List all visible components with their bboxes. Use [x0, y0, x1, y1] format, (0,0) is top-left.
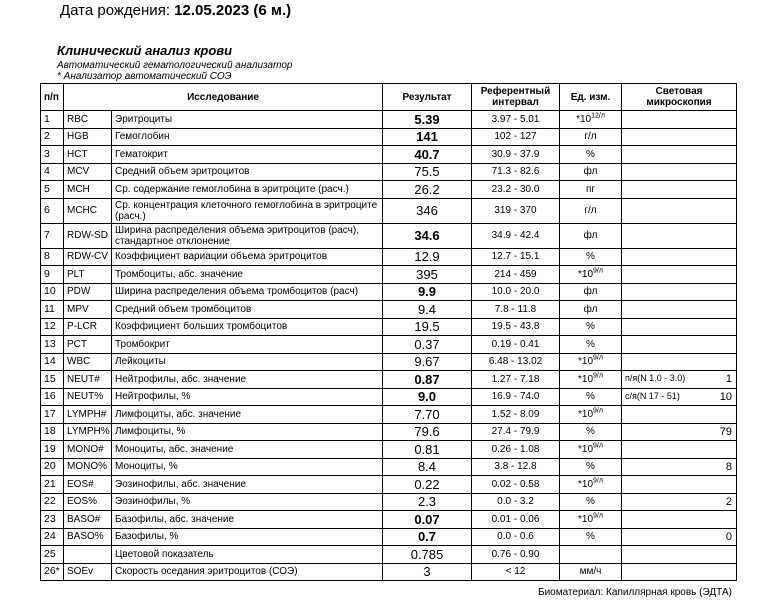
test-name: Цветовой показатель — [112, 546, 383, 564]
table-row — [41, 318, 737, 336]
result-value: 12.9 — [383, 248, 472, 266]
row-number: 3 — [41, 146, 64, 164]
unit — [560, 283, 622, 301]
unit — [560, 546, 622, 564]
test-code: PDW — [64, 283, 112, 301]
table-row — [41, 181, 737, 199]
row-number: 9 — [41, 266, 64, 284]
test-code: MCV — [64, 163, 112, 181]
col-unit-header: Ед. изм. — [560, 84, 622, 111]
unit-base: % — [586, 338, 595, 350]
unit — [560, 528, 622, 546]
row-number: 15 — [41, 371, 64, 389]
test-code: PCT — [64, 336, 112, 354]
row-number: 10 — [41, 283, 64, 301]
unit-exponent: 9/л — [593, 372, 603, 380]
col-micro-header: Световая микроскопия — [622, 84, 737, 111]
unit — [560, 163, 622, 181]
result-value: 5.39 — [383, 111, 472, 129]
table-row — [41, 388, 737, 406]
unit — [560, 146, 622, 164]
birth-date-value: 12.05.2023 (6 м.) — [174, 2, 292, 19]
test-code: P-LCR — [64, 318, 112, 336]
result-value: 0.22 — [383, 476, 472, 494]
test-name: Тромбоциты, абс. значение — [112, 266, 383, 284]
table-row — [41, 441, 737, 459]
test-name: Базофилы, абс. значение — [112, 511, 383, 529]
table-row — [41, 371, 737, 389]
result-value: 3 — [383, 563, 472, 581]
result-value: 7.70 — [383, 406, 472, 424]
microscopy-cell — [622, 406, 737, 424]
result-value: 9.0 — [383, 388, 472, 406]
row-number: 8 — [41, 248, 64, 266]
test-name: Коэффициент больших тромбоцитов — [112, 318, 383, 336]
test-code: MCHC — [64, 198, 112, 223]
row-number: 22 — [41, 493, 64, 511]
microscopy-cell — [622, 563, 737, 581]
row-number: 14 — [41, 353, 64, 371]
unit-base: % — [586, 531, 595, 543]
reference-interval: 0.02 - 0.58 — [472, 476, 560, 494]
test-name: Гематокрит — [112, 146, 383, 164]
table-header-row — [41, 84, 737, 111]
unit-exponent: 9/л — [593, 442, 603, 450]
microscopy-cell — [622, 546, 737, 564]
unit-base: % — [586, 461, 595, 473]
analyzer-note: Автоматический гематологический анализатор — [57, 60, 293, 71]
table-row — [41, 406, 737, 424]
unit — [560, 266, 622, 284]
test-code: PLT — [64, 266, 112, 284]
unit — [560, 563, 622, 581]
table-row — [41, 353, 737, 371]
microscopy-cell — [622, 476, 737, 494]
unit — [560, 353, 622, 371]
test-name: Скорость оседания эритроцитов (СОЭ) — [112, 563, 383, 581]
test-name: Средний объем эритроцитов — [112, 163, 383, 181]
unit — [560, 388, 622, 406]
unit-exponent: 9/л — [593, 477, 603, 485]
test-name: Ср. концентрация клеточного гемоглобина в эритроците (расч.) — [112, 198, 383, 223]
row-number: 1 — [41, 111, 64, 129]
unit-base: *10 — [578, 373, 594, 385]
reference-interval: 0.0 - 0.6 — [472, 528, 560, 546]
test-code: EOS# — [64, 476, 112, 494]
microscopy-value: 10 — [719, 390, 732, 403]
reference-interval: 7.8 - 11.8 — [472, 301, 560, 319]
col-test-header: Исследование — [64, 84, 383, 111]
result-value: 0.7 — [383, 528, 472, 546]
test-code: MONO# — [64, 441, 112, 459]
test-name: Базофилы, % — [112, 528, 383, 546]
test-code: LYMPH# — [64, 406, 112, 424]
report-title: Клинический анализ крови — [57, 43, 233, 58]
reference-interval: 0.01 - 0.06 — [472, 511, 560, 529]
reference-interval: 27.4 - 79.9 — [472, 423, 560, 441]
col-ref-header: Референтный интервал — [472, 84, 560, 111]
table-row — [41, 128, 737, 146]
test-code: HCT — [64, 146, 112, 164]
unit — [560, 336, 622, 354]
unit — [560, 223, 622, 248]
table-row — [41, 476, 737, 494]
table-row — [41, 283, 737, 301]
unit-exponent: 12/л — [591, 112, 605, 120]
birth-date-label: Дата рождения: — [60, 2, 170, 19]
test-name: Моноциты, абс. значение — [112, 441, 383, 459]
reference-interval: 0.26 - 1.08 — [472, 441, 560, 459]
col-result-header: Результат — [383, 84, 472, 111]
row-number: 20 — [41, 458, 64, 476]
test-code: LYMPH% — [64, 423, 112, 441]
table-row — [41, 546, 737, 564]
row-number: 23 — [41, 511, 64, 529]
test-name: Тромбокрит — [112, 336, 383, 354]
row-number: 25 — [41, 546, 64, 564]
microscopy-cell — [622, 223, 737, 248]
unit — [560, 371, 622, 389]
unit-base: фл — [583, 230, 598, 241]
unit-base: % — [586, 426, 595, 438]
unit-base: *10 — [578, 356, 594, 368]
test-name: Нейтрофилы, % — [112, 388, 383, 406]
result-value: 9.67 — [383, 353, 472, 371]
unit-base: фл — [583, 286, 598, 298]
birth-date — [60, 2, 291, 19]
unit — [560, 476, 622, 494]
unit-exponent: 9/л — [593, 512, 603, 520]
unit — [560, 441, 622, 459]
reference-interval: 19.5 - 43.8 — [472, 318, 560, 336]
table-row — [41, 163, 737, 181]
unit-base: *10 — [578, 443, 594, 455]
result-value: 75.5 — [383, 163, 472, 181]
unit — [560, 493, 622, 511]
result-value: 346 — [383, 198, 472, 223]
result-value: 0.785 — [383, 546, 472, 564]
result-value: 9.4 — [383, 301, 472, 319]
result-value: 34.6 — [383, 223, 472, 248]
test-name: Лейкоциты — [112, 353, 383, 371]
table-row — [41, 458, 737, 476]
test-code: MCH — [64, 181, 112, 199]
table-row — [41, 266, 737, 284]
unit — [560, 301, 622, 319]
result-value: 2.3 — [383, 493, 472, 511]
test-code: BASO% — [64, 528, 112, 546]
unit — [560, 511, 622, 529]
microscopy-cell — [622, 111, 737, 129]
microscopy-cell — [622, 371, 737, 389]
microscopy-cell — [622, 458, 737, 476]
test-name: Гемоглобин — [112, 128, 383, 146]
table-row — [41, 301, 737, 319]
test-name: Нейтрофилы, абс. значение — [112, 371, 383, 389]
reference-interval: 3.97 - 5.01 — [472, 111, 560, 129]
table-row — [41, 511, 737, 529]
unit-exponent: 9/л — [593, 267, 603, 275]
row-number: 4 — [41, 163, 64, 181]
test-code: RDW-CV — [64, 248, 112, 266]
col-num-header: п/п — [41, 84, 64, 111]
test-code: NEUT% — [64, 388, 112, 406]
unit-base: % — [586, 496, 595, 508]
unit — [560, 423, 622, 441]
row-number: 2 — [41, 128, 64, 146]
row-number: 5 — [41, 181, 64, 199]
microscopy-cell — [622, 301, 737, 319]
microscopy-cell — [622, 283, 737, 301]
test-name: Средний объем тромбоцитов — [112, 301, 383, 319]
test-name: Ширина распределения объема тромбоцитов (расч) — [112, 283, 383, 301]
unit-base: *10 — [576, 113, 592, 125]
microscopy-cell — [622, 353, 737, 371]
row-number: 16 — [41, 388, 64, 406]
unit-base: *10 — [578, 408, 594, 420]
test-name: Коэффициент вариации объема эритроцитов — [112, 248, 383, 266]
row-number: 26* — [41, 563, 64, 581]
unit-base: фл — [583, 166, 598, 178]
row-number: 21 — [41, 476, 64, 494]
unit-base: % — [586, 148, 595, 160]
unit-base: г/л — [584, 131, 597, 143]
row-number: 6 — [41, 198, 64, 223]
unit — [560, 318, 622, 336]
test-name: Эритроциты — [112, 111, 383, 129]
reference-interval: 16.9 - 74.0 — [472, 388, 560, 406]
result-value: 0.81 — [383, 441, 472, 459]
unit-base: % — [586, 391, 595, 403]
results-table — [40, 83, 737, 581]
reference-interval: 1.52 - 8.09 — [472, 406, 560, 424]
test-code: MPV — [64, 301, 112, 319]
microscopy-cell — [622, 336, 737, 354]
unit-base: г/л — [584, 205, 597, 216]
reference-interval: 6.48 - 13.02 — [472, 353, 560, 371]
microscopy-value: 2 — [725, 495, 732, 508]
test-name: Ср. содержание гемоглобина в эритроците (расч.) — [112, 181, 383, 199]
unit-base: *10 — [578, 513, 594, 525]
reference-interval: 23.2 - 30.0 — [472, 181, 560, 199]
table-row — [41, 223, 737, 248]
unit — [560, 111, 622, 129]
test-name: Ширина распределения объема эритроцитов (расч), стандартное отклонение — [112, 223, 383, 248]
unit — [560, 406, 622, 424]
reference-interval: 12.7 - 15.1 — [472, 248, 560, 266]
microscopy-cell — [622, 146, 737, 164]
unit-base: % — [586, 251, 595, 263]
microscopy-cell — [622, 163, 737, 181]
reference-interval: 30.9 - 37.9 — [472, 146, 560, 164]
test-code — [64, 546, 112, 564]
table-row — [41, 198, 737, 223]
test-code: WBC — [64, 353, 112, 371]
result-value: 8.4 — [383, 458, 472, 476]
row-number: 11 — [41, 301, 64, 319]
result-value: 19.5 — [383, 318, 472, 336]
result-value: 40.7 — [383, 146, 472, 164]
result-value: 0.37 — [383, 336, 472, 354]
result-value: 0.87 — [383, 371, 472, 389]
row-number: 17 — [41, 406, 64, 424]
test-name: Моноциты, % — [112, 458, 383, 476]
table-row — [41, 563, 737, 581]
unit-base: пг — [585, 183, 596, 195]
result-value: 79.6 — [383, 423, 472, 441]
microscopy-label: с/я(N 17 - 51) — [625, 390, 680, 401]
reference-interval: < 12 — [472, 563, 560, 581]
test-code: MONO% — [64, 458, 112, 476]
microscopy-cell — [622, 198, 737, 223]
row-number: 24 — [41, 528, 64, 546]
microscopy-value: 79 — [719, 425, 732, 438]
test-code: RBC — [64, 111, 112, 129]
unit-base: мм/ч — [579, 566, 602, 578]
row-number: 18 — [41, 423, 64, 441]
table-row — [41, 146, 737, 164]
microscopy-cell — [622, 318, 737, 336]
test-name: Эозинофилы, % — [112, 493, 383, 511]
table-row — [41, 111, 737, 129]
unit-base: фл — [583, 303, 598, 315]
unit-exponent: 9/л — [593, 354, 603, 362]
row-number: 13 — [41, 336, 64, 354]
test-code: NEUT# — [64, 371, 112, 389]
biomaterial-note: Биоматериал: Капиллярная кровь (ЭДТА) — [538, 587, 732, 598]
table-row — [41, 336, 737, 354]
table-row — [41, 423, 737, 441]
microscopy-label: п/я(N 1.0 - 3.0) — [625, 373, 686, 383]
row-number: 7 — [41, 223, 64, 248]
table-row — [41, 493, 737, 511]
microscopy-cell — [622, 388, 737, 406]
unit-base: *10 — [578, 268, 594, 280]
unit — [560, 128, 622, 146]
microscopy-cell — [622, 248, 737, 266]
microscopy-cell — [622, 441, 737, 459]
result-value: 9.9 — [383, 283, 472, 301]
test-name: Лимфоциты, % — [112, 423, 383, 441]
result-value: 395 — [383, 266, 472, 284]
unit — [560, 198, 622, 223]
unit-base: % — [586, 321, 595, 333]
unit — [560, 458, 622, 476]
row-number: 12 — [41, 318, 64, 336]
reference-interval: 71.3 - 82.6 — [472, 163, 560, 181]
reference-interval: 10.0 - 20.0 — [472, 283, 560, 301]
microscopy-cell — [622, 493, 737, 511]
microscopy-cell — [622, 128, 737, 146]
microscopy-cell — [622, 181, 737, 199]
reference-interval: 0.19 - 0.41 — [472, 336, 560, 354]
table-row — [41, 248, 737, 266]
microscopy-cell — [622, 423, 737, 441]
test-code: SOEv — [64, 563, 112, 581]
unit — [560, 248, 622, 266]
test-name: Лимфоциты, абс. значение — [112, 406, 383, 424]
microscopy-cell — [622, 511, 737, 529]
reference-interval: 0.76 - 0.90 — [472, 546, 560, 564]
reference-interval: 3.8 - 12.8 — [472, 458, 560, 476]
table-row — [41, 528, 737, 546]
unit-base: *10 — [578, 478, 594, 490]
microscopy-value: 0 — [725, 530, 732, 543]
reference-interval: 1.27 - 7.18 — [472, 371, 560, 389]
row-number: 19 — [41, 441, 64, 459]
result-value: 0.07 — [383, 511, 472, 529]
microscopy-cell — [622, 266, 737, 284]
test-code: EOS% — [64, 493, 112, 511]
unit — [560, 181, 622, 199]
reference-interval: 34.9 - 42.4 — [472, 223, 560, 248]
reference-interval: 319 - 370 — [472, 198, 560, 223]
microscopy-cell — [622, 528, 737, 546]
reference-interval: 0.0 - 3.2 — [472, 493, 560, 511]
test-code: BASO# — [64, 511, 112, 529]
microscopy-value: 1 — [725, 373, 732, 385]
test-code: HGB — [64, 128, 112, 146]
microscopy-value: 8 — [725, 460, 732, 473]
unit-exponent: 9/л — [593, 407, 603, 415]
test-code: RDW-SD — [64, 223, 112, 248]
reference-interval: 214 - 459 — [472, 266, 560, 284]
reference-interval: 102 - 127 — [472, 128, 560, 146]
esr-analyzer-note: * Анализатор автоматический СОЭ — [57, 71, 232, 82]
test-name: Эозинофилы, абс. значение — [112, 476, 383, 494]
result-value: 141 — [383, 128, 472, 146]
result-value: 26.2 — [383, 181, 472, 199]
